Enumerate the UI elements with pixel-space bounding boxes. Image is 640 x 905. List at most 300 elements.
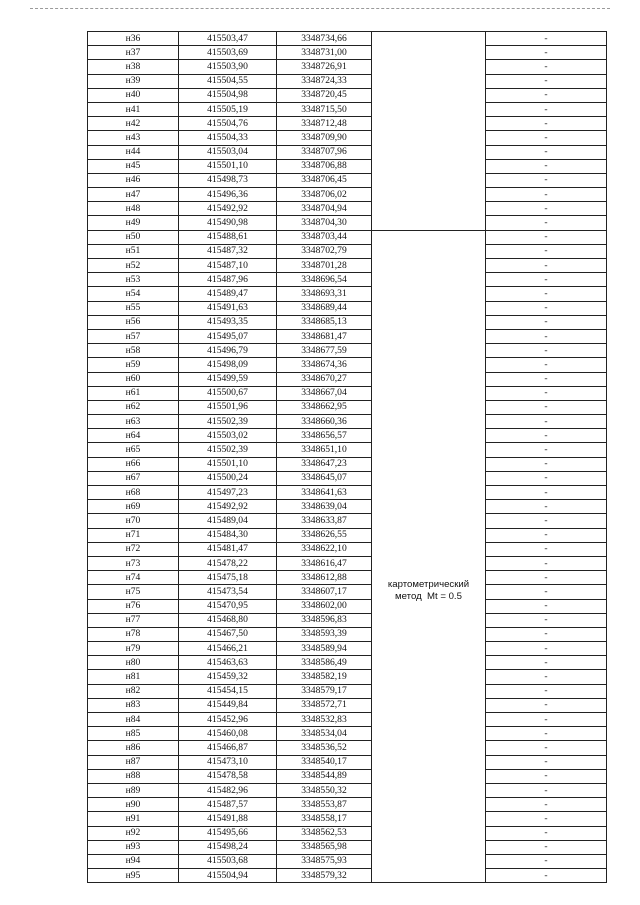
table-row	[88, 755, 607, 769]
method-label-line1: картометрический	[387, 579, 470, 591]
point-id-cell: н72	[88, 542, 179, 556]
point-id-cell: н46	[88, 173, 179, 187]
table-row	[88, 273, 607, 287]
point-id-cell: н41	[88, 102, 179, 116]
table-row	[88, 627, 607, 641]
x-coordinate-cell: 415501,96	[179, 400, 277, 414]
mean-error-cell: -	[486, 486, 607, 500]
point-id-cell: н38	[88, 60, 179, 74]
table-row	[88, 713, 607, 727]
point-id-cell: н64	[88, 429, 179, 443]
x-coordinate-cell: 415454,15	[179, 684, 277, 698]
point-id-cell: н74	[88, 571, 179, 585]
x-coordinate-cell: 415504,55	[179, 74, 277, 88]
table-row	[88, 798, 607, 812]
y-coordinate-cell: 3348544,89	[277, 769, 372, 783]
x-coordinate-cell: 415487,57	[179, 798, 277, 812]
y-coordinate-cell: 3348703,44	[277, 230, 372, 244]
y-coordinate-cell: 3348706,88	[277, 159, 372, 173]
x-coordinate-cell: 415497,23	[179, 486, 277, 500]
y-coordinate-cell: 3348582,19	[277, 670, 372, 684]
y-coordinate-cell: 3348662,95	[277, 400, 372, 414]
y-coordinate-cell: 3348593,39	[277, 627, 372, 641]
x-coordinate-cell: 415496,36	[179, 188, 277, 202]
mean-error-cell: -	[486, 670, 607, 684]
table-row	[88, 230, 607, 244]
y-coordinate-cell: 3348701,28	[277, 259, 372, 273]
x-coordinate-cell: 415503,68	[179, 854, 277, 868]
table-row	[88, 344, 607, 358]
mean-error-cell: -	[486, 400, 607, 414]
y-coordinate-cell: 3348693,31	[277, 287, 372, 301]
point-id-cell: н47	[88, 188, 179, 202]
table-row	[88, 287, 607, 301]
point-id-cell: н52	[88, 259, 179, 273]
y-coordinate-cell: 3348696,54	[277, 273, 372, 287]
table-row	[88, 372, 607, 386]
point-id-cell: н43	[88, 131, 179, 145]
y-coordinate-cell: 3348575,93	[277, 854, 372, 868]
mean-error-cell: -	[486, 571, 607, 585]
x-coordinate-cell: 415502,39	[179, 415, 277, 429]
mean-error-cell: -	[486, 372, 607, 386]
y-coordinate-cell: 3348633,87	[277, 514, 372, 528]
y-coordinate-cell: 3348645,07	[277, 471, 372, 485]
mean-error-cell: -	[486, 429, 607, 443]
y-coordinate-cell: 3348553,87	[277, 798, 372, 812]
mean-error-cell: -	[486, 216, 607, 230]
mean-error-cell: -	[486, 159, 607, 173]
point-id-cell: н61	[88, 386, 179, 400]
mean-error-cell: -	[486, 443, 607, 457]
point-id-cell: н39	[88, 74, 179, 88]
table-row	[88, 46, 607, 60]
point-id-cell: н57	[88, 329, 179, 343]
x-coordinate-cell: 415495,66	[179, 826, 277, 840]
mean-error-cell: -	[486, 315, 607, 329]
x-coordinate-cell: 415498,73	[179, 173, 277, 187]
point-id-cell: н89	[88, 783, 179, 797]
y-coordinate-cell: 3348731,00	[277, 46, 372, 60]
table-row	[88, 32, 607, 46]
mean-error-cell: -	[486, 741, 607, 755]
x-coordinate-cell: 415504,76	[179, 117, 277, 131]
mean-error-cell: -	[486, 471, 607, 485]
point-id-cell: н45	[88, 159, 179, 173]
table-row	[88, 443, 607, 457]
y-coordinate-cell: 3348726,91	[277, 60, 372, 74]
y-coordinate-cell: 3348707,96	[277, 145, 372, 159]
mean-error-cell: -	[486, 301, 607, 315]
point-id-cell: н82	[88, 684, 179, 698]
mean-error-cell: -	[486, 514, 607, 528]
table-row	[88, 429, 607, 443]
table-row	[88, 329, 607, 343]
mean-error-cell: -	[486, 74, 607, 88]
table-row	[88, 131, 607, 145]
point-id-cell: н49	[88, 216, 179, 230]
mean-error-cell: -	[486, 173, 607, 187]
mean-error-cell: -	[486, 769, 607, 783]
x-coordinate-cell: 415503,69	[179, 46, 277, 60]
table-row	[88, 670, 607, 684]
table-row	[88, 102, 607, 116]
table-row	[88, 457, 607, 471]
y-coordinate-cell: 3348616,47	[277, 556, 372, 570]
x-coordinate-cell: 415503,47	[179, 32, 277, 46]
x-coordinate-cell: 415487,10	[179, 259, 277, 273]
mean-error-cell: -	[486, 273, 607, 287]
table-row	[88, 60, 607, 74]
x-coordinate-cell: 415504,33	[179, 131, 277, 145]
table-row	[88, 415, 607, 429]
table-row	[88, 514, 607, 528]
mean-error-cell: -	[486, 713, 607, 727]
table-row	[88, 386, 607, 400]
mean-error-cell: -	[486, 188, 607, 202]
point-id-cell: н88	[88, 769, 179, 783]
y-coordinate-cell: 3348612,88	[277, 571, 372, 585]
table-row	[88, 315, 607, 329]
y-coordinate-cell: 3348704,30	[277, 216, 372, 230]
x-coordinate-cell: 415491,63	[179, 301, 277, 315]
x-coordinate-cell: 415492,92	[179, 500, 277, 514]
mean-error-cell: -	[486, 131, 607, 145]
point-id-cell: н53	[88, 273, 179, 287]
mean-error-cell: -	[486, 585, 607, 599]
point-id-cell: н78	[88, 627, 179, 641]
x-coordinate-cell: 415466,87	[179, 741, 277, 755]
table-row	[88, 202, 607, 216]
point-id-cell: н59	[88, 358, 179, 372]
mean-error-cell: -	[486, 457, 607, 471]
x-coordinate-cell: 415491,88	[179, 812, 277, 826]
mean-error-cell: -	[486, 528, 607, 542]
x-coordinate-cell: 415470,95	[179, 599, 277, 613]
table-row	[88, 599, 607, 613]
table-row	[88, 727, 607, 741]
x-coordinate-cell: 415473,54	[179, 585, 277, 599]
point-id-cell: н37	[88, 46, 179, 60]
mean-error-cell: -	[486, 869, 607, 883]
table-row	[88, 145, 607, 159]
mean-error-cell: -	[486, 542, 607, 556]
point-id-cell: н75	[88, 585, 179, 599]
point-id-cell: н48	[88, 202, 179, 216]
point-id-cell: н93	[88, 840, 179, 854]
y-coordinate-cell: 3348641,63	[277, 486, 372, 500]
table-row	[88, 854, 607, 868]
y-coordinate-cell: 3348589,94	[277, 642, 372, 656]
x-coordinate-cell: 415489,04	[179, 514, 277, 528]
point-id-cell: н73	[88, 556, 179, 570]
y-coordinate-cell: 3348602,00	[277, 599, 372, 613]
x-coordinate-cell: 415499,59	[179, 372, 277, 386]
mean-error-cell: -	[486, 840, 607, 854]
table-row	[88, 188, 607, 202]
x-coordinate-cell: 415498,09	[179, 358, 277, 372]
table-row	[88, 769, 607, 783]
table-row	[88, 869, 607, 883]
table-row	[88, 216, 607, 230]
table-row	[88, 585, 607, 599]
y-coordinate-cell: 3348647,23	[277, 457, 372, 471]
point-id-cell: н84	[88, 713, 179, 727]
y-coordinate-cell: 3348579,32	[277, 869, 372, 883]
mean-error-cell: -	[486, 698, 607, 712]
x-coordinate-cell: 415501,10	[179, 159, 277, 173]
table-row	[88, 500, 607, 514]
y-coordinate-cell: 3348674,36	[277, 358, 372, 372]
y-coordinate-cell: 3348626,55	[277, 528, 372, 542]
point-id-cell: н55	[88, 301, 179, 315]
y-coordinate-cell: 3348709,90	[277, 131, 372, 145]
mean-error-cell: -	[486, 556, 607, 570]
y-coordinate-cell: 3348734,66	[277, 32, 372, 46]
mean-error-cell: -	[486, 415, 607, 429]
x-coordinate-cell: 415449,84	[179, 698, 277, 712]
point-id-cell: н71	[88, 528, 179, 542]
point-id-cell: н92	[88, 826, 179, 840]
table-row	[88, 656, 607, 670]
point-id-cell: н40	[88, 88, 179, 102]
y-coordinate-cell: 3348702,79	[277, 244, 372, 258]
y-coordinate-cell: 3348639,04	[277, 500, 372, 514]
y-coordinate-cell: 3348685,13	[277, 315, 372, 329]
y-coordinate-cell: 3348681,47	[277, 329, 372, 343]
point-id-cell: н85	[88, 727, 179, 741]
point-id-cell: н36	[88, 32, 179, 46]
point-id-cell: н80	[88, 656, 179, 670]
x-coordinate-cell: 415504,98	[179, 88, 277, 102]
x-coordinate-cell: 415468,80	[179, 613, 277, 627]
point-id-cell: н83	[88, 698, 179, 712]
mean-error-cell: -	[486, 500, 607, 514]
x-coordinate-cell: 415502,39	[179, 443, 277, 457]
mean-error-cell: -	[486, 613, 607, 627]
point-id-cell: н69	[88, 500, 179, 514]
x-coordinate-cell: 415484,30	[179, 528, 277, 542]
y-coordinate-cell: 3348704,94	[277, 202, 372, 216]
point-id-cell: н63	[88, 415, 179, 429]
x-coordinate-cell: 415488,61	[179, 230, 277, 244]
point-id-cell: н54	[88, 287, 179, 301]
x-coordinate-cell: 415467,50	[179, 627, 277, 641]
mean-error-cell: -	[486, 46, 607, 60]
table-row	[88, 812, 607, 826]
mean-error-cell: -	[486, 230, 607, 244]
x-coordinate-cell: 415478,22	[179, 556, 277, 570]
y-coordinate-cell: 3348656,57	[277, 429, 372, 443]
mean-error-cell: -	[486, 32, 607, 46]
point-id-cell: н51	[88, 244, 179, 258]
mean-error-cell: -	[486, 88, 607, 102]
x-coordinate-cell: 415498,24	[179, 840, 277, 854]
mean-error-cell: -	[486, 727, 607, 741]
mean-error-cell: -	[486, 202, 607, 216]
point-id-cell: н65	[88, 443, 179, 457]
x-coordinate-cell: 415495,07	[179, 329, 277, 343]
point-id-cell: н77	[88, 613, 179, 627]
point-id-cell: н70	[88, 514, 179, 528]
mean-error-cell: -	[486, 656, 607, 670]
mean-error-cell: -	[486, 145, 607, 159]
point-id-cell: н81	[88, 670, 179, 684]
mean-error-cell: -	[486, 599, 607, 613]
mean-error-cell: -	[486, 826, 607, 840]
y-coordinate-cell: 3348572,71	[277, 698, 372, 712]
x-coordinate-cell: 415487,32	[179, 244, 277, 258]
y-coordinate-cell: 3348534,04	[277, 727, 372, 741]
point-id-cell: н42	[88, 117, 179, 131]
point-id-cell: н67	[88, 471, 179, 485]
table-row	[88, 571, 607, 585]
point-id-cell: н66	[88, 457, 179, 471]
point-id-cell: н60	[88, 372, 179, 386]
point-id-cell: н87	[88, 755, 179, 769]
point-id-cell: н91	[88, 812, 179, 826]
mean-error-cell: -	[486, 60, 607, 74]
mean-error-cell: -	[486, 798, 607, 812]
x-coordinate-cell: 415493,35	[179, 315, 277, 329]
x-coordinate-cell: 415481,47	[179, 542, 277, 556]
mean-error-cell: -	[486, 755, 607, 769]
point-id-cell: н62	[88, 400, 179, 414]
table-row	[88, 259, 607, 273]
point-id-cell: н86	[88, 741, 179, 755]
y-coordinate-cell: 3348532,83	[277, 713, 372, 727]
x-coordinate-cell: 415503,02	[179, 429, 277, 443]
point-id-cell: н58	[88, 344, 179, 358]
point-id-cell: н44	[88, 145, 179, 159]
x-coordinate-cell: 415500,24	[179, 471, 277, 485]
table-row	[88, 826, 607, 840]
mean-error-cell: -	[486, 627, 607, 641]
point-id-cell: н56	[88, 315, 179, 329]
table-row	[88, 173, 607, 187]
x-coordinate-cell: 415505,19	[179, 102, 277, 116]
y-coordinate-cell: 3348651,10	[277, 443, 372, 457]
y-coordinate-cell: 3348706,02	[277, 188, 372, 202]
y-coordinate-cell: 3348596,83	[277, 613, 372, 627]
y-coordinate-cell: 3348706,45	[277, 173, 372, 187]
x-coordinate-cell: 415452,96	[179, 713, 277, 727]
point-id-cell: н94	[88, 854, 179, 868]
table-row	[88, 88, 607, 102]
table-row	[88, 471, 607, 485]
mean-error-cell: -	[486, 344, 607, 358]
table-row	[88, 783, 607, 797]
point-id-cell: н68	[88, 486, 179, 500]
mean-error-cell: -	[486, 102, 607, 116]
point-id-cell: н76	[88, 599, 179, 613]
y-coordinate-cell: 3348667,04	[277, 386, 372, 400]
x-coordinate-cell: 415475,18	[179, 571, 277, 585]
y-coordinate-cell: 3348622,10	[277, 542, 372, 556]
point-id-cell: н50	[88, 230, 179, 244]
y-coordinate-cell: 3348565,98	[277, 840, 372, 854]
table-row	[88, 159, 607, 173]
x-coordinate-cell: 415503,04	[179, 145, 277, 159]
table-row	[88, 642, 607, 656]
table-row	[88, 613, 607, 627]
table-row	[88, 840, 607, 854]
mean-error-cell: -	[486, 642, 607, 656]
x-coordinate-cell: 415459,32	[179, 670, 277, 684]
table-row	[88, 556, 607, 570]
method-cell	[372, 230, 486, 883]
table-row	[88, 244, 607, 258]
point-id-cell: н79	[88, 642, 179, 656]
x-coordinate-cell: 415482,96	[179, 783, 277, 797]
y-coordinate-cell: 3348579,17	[277, 684, 372, 698]
x-coordinate-cell: 415460,08	[179, 727, 277, 741]
y-coordinate-cell: 3348670,27	[277, 372, 372, 386]
mean-error-cell: -	[486, 287, 607, 301]
mean-error-cell: -	[486, 117, 607, 131]
table-row	[88, 486, 607, 500]
table-row	[88, 698, 607, 712]
y-coordinate-cell: 3348540,17	[277, 755, 372, 769]
table-row	[88, 358, 607, 372]
x-coordinate-cell: 415492,92	[179, 202, 277, 216]
method-label-line2: метод Mt = 0.5	[395, 591, 462, 603]
method-cell-empty	[372, 32, 486, 231]
mean-error-cell: -	[486, 684, 607, 698]
table-row	[88, 117, 607, 131]
table-row	[88, 301, 607, 315]
table-row	[88, 542, 607, 556]
x-coordinate-cell: 415501,10	[179, 457, 277, 471]
y-coordinate-cell: 3348558,17	[277, 812, 372, 826]
mean-error-cell: -	[486, 812, 607, 826]
y-coordinate-cell: 3348607,17	[277, 585, 372, 599]
y-coordinate-cell: 3348720,45	[277, 88, 372, 102]
table-row	[88, 684, 607, 698]
coordinates-table	[87, 31, 607, 883]
x-coordinate-cell: 415500,67	[179, 386, 277, 400]
table-row	[88, 400, 607, 414]
point-id-cell: н95	[88, 869, 179, 883]
y-coordinate-cell: 3348536,52	[277, 741, 372, 755]
mean-error-cell: -	[486, 783, 607, 797]
table-row	[88, 741, 607, 755]
y-coordinate-cell: 3348550,32	[277, 783, 372, 797]
x-coordinate-cell: 415473,10	[179, 755, 277, 769]
x-coordinate-cell: 415496,79	[179, 344, 277, 358]
x-coordinate-cell: 415503,90	[179, 60, 277, 74]
y-coordinate-cell: 3348689,44	[277, 301, 372, 315]
x-coordinate-cell: 415504,94	[179, 869, 277, 883]
y-coordinate-cell: 3348562,53	[277, 826, 372, 840]
mean-error-cell: -	[486, 854, 607, 868]
x-coordinate-cell: 415490,98	[179, 216, 277, 230]
x-coordinate-cell: 415466,21	[179, 642, 277, 656]
mean-error-cell: -	[486, 386, 607, 400]
table-row	[88, 74, 607, 88]
x-coordinate-cell: 415463,63	[179, 656, 277, 670]
x-coordinate-cell: 415487,96	[179, 273, 277, 287]
mean-error-cell: -	[486, 358, 607, 372]
y-coordinate-cell: 3348724,33	[277, 74, 372, 88]
y-coordinate-cell: 3348586,49	[277, 656, 372, 670]
y-coordinate-cell: 3348715,50	[277, 102, 372, 116]
mean-error-cell: -	[486, 244, 607, 258]
y-coordinate-cell: 3348677,59	[277, 344, 372, 358]
x-coordinate-cell: 415489,47	[179, 287, 277, 301]
coordinates-table-body	[88, 32, 607, 883]
point-id-cell: н90	[88, 798, 179, 812]
